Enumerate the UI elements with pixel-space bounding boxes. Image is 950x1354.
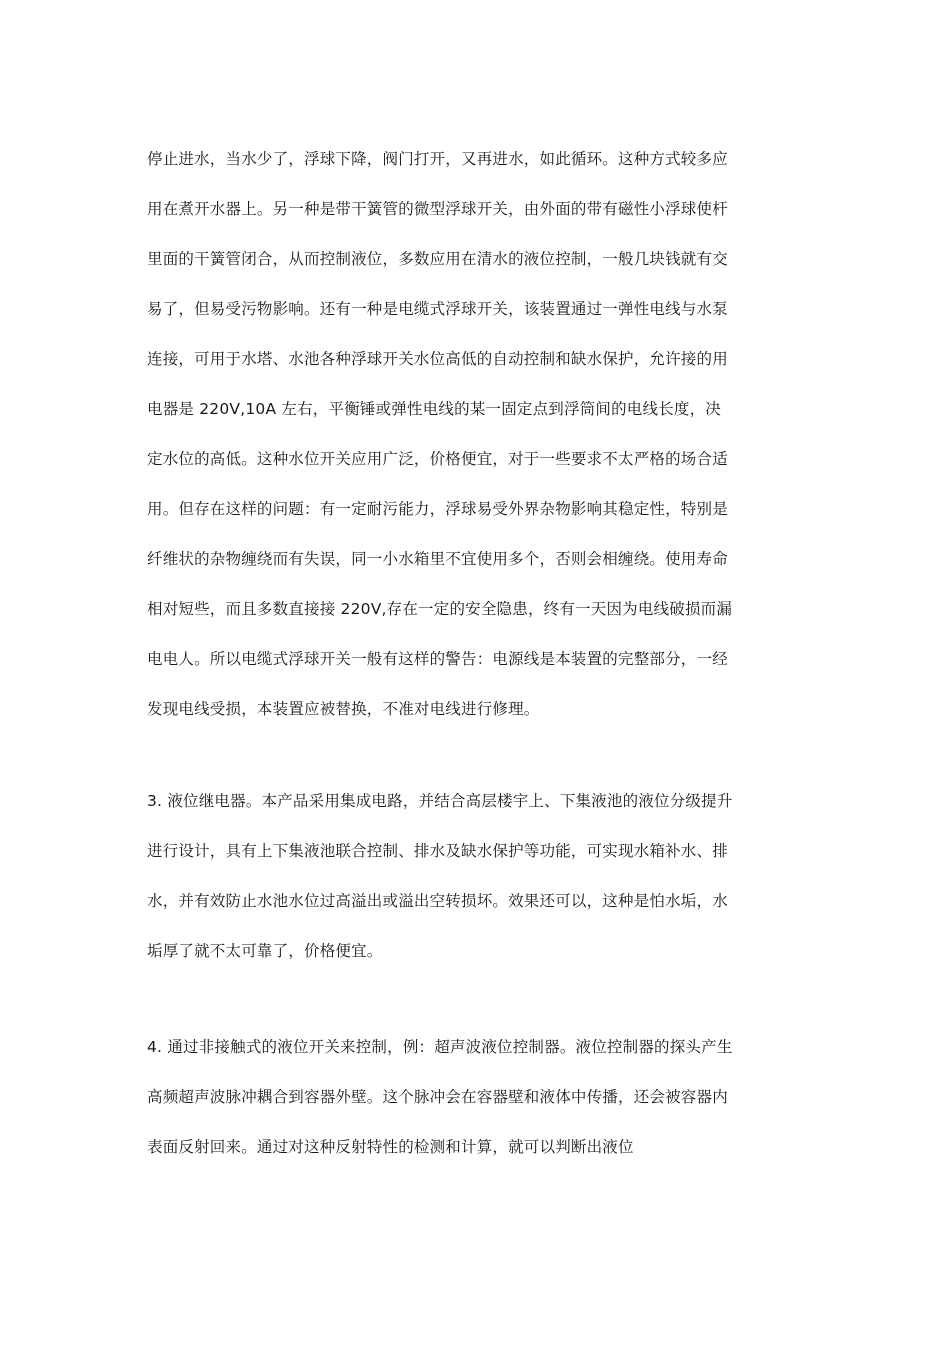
text-line: 用在煮开水器上。另一种是带干簧管的微型浮球开关，由外面的带有磁性小浮球使杆 (147, 200, 728, 218)
text-line: 停止进水，当水少了，浮球下降，阀门打开，又再进水，如此循环。这种方式较多应 (147, 150, 728, 168)
text-line: 4. 通过非接触式的液位开关来控制，例：超声波液位控制器。液位控制器的探头产生 (147, 1038, 733, 1056)
text-line: 相对短些，而且多数直接接 220V,存在一定的安全隐患，终有一天因为电线破损而漏 (147, 600, 733, 618)
text-line: 定水位的高低。这种水位开关应用广泛，价格便宜，对于一些要求不太严格的场合适 (147, 450, 728, 468)
paragraph-ultrasonic (147, 1034, 817, 1184)
text-line: 纤维状的杂物缠绕而有失误，同一小水箱里不宜使用多个，否则会相缠绕。使用寿命 (147, 550, 728, 568)
text-line: 高频超声波脉冲耦合到容器外壁。这个脉冲会在容器壁和液体中传播，还会被容器内 (147, 1088, 728, 1106)
text-line: 用。但存在这样的问题：有一定耐污能力，浮球易受外界杂物影响其稳定性，特别是 (147, 500, 728, 518)
text-line: 进行设计，具有上下集液池联合控制、排水及缺水保护等功能，可实现水箱补水、排 (147, 842, 728, 860)
text-line: 表面反射回来。通过对这种反射特性的检测和计算，就可以判断出液位 (147, 1138, 634, 1156)
text-line: 发现电线受损，本装置应被替换，不准对电线进行修理。 (147, 700, 540, 718)
text-line: 水，并有效防止水池水位过高溢出或溢出空转损坏。效果还可以，这种是怕水垢，水 (147, 892, 728, 910)
text-line: 连接，可用于水塔、水池各种浮球开关水位高低的自动控制和缺水保护，允许接的用 (147, 350, 728, 368)
paragraph-float-switch (147, 146, 817, 746)
paragraph-liquid-relay (147, 788, 817, 988)
text-line: 里面的干簧管闭合，从而控制液位，多数应用在清水的液位控制，一般几块钱就有交 (147, 250, 728, 268)
text-line: 电电人。所以电缆式浮球开关一般有这样的警告：电源线是本装置的完整部分，一经 (147, 650, 728, 668)
text-line: 易了，但易受污物影响。还有一种是电缆式浮球开关，该装置通过一弹性电线与水泵 (147, 300, 728, 318)
text-line: 电器是 220V,10A 左右，平衡锤或弹性电线的某一固定点到浮筒间的电线长度，决 (147, 400, 721, 418)
text-line: 垢厚了就不太可靠了，价格便宜。 (147, 942, 383, 960)
text-line: 3. 液位继电器。本产品采用集成电路，并结合高层楼宇上、下集液池的液位分级提升 (147, 792, 733, 810)
